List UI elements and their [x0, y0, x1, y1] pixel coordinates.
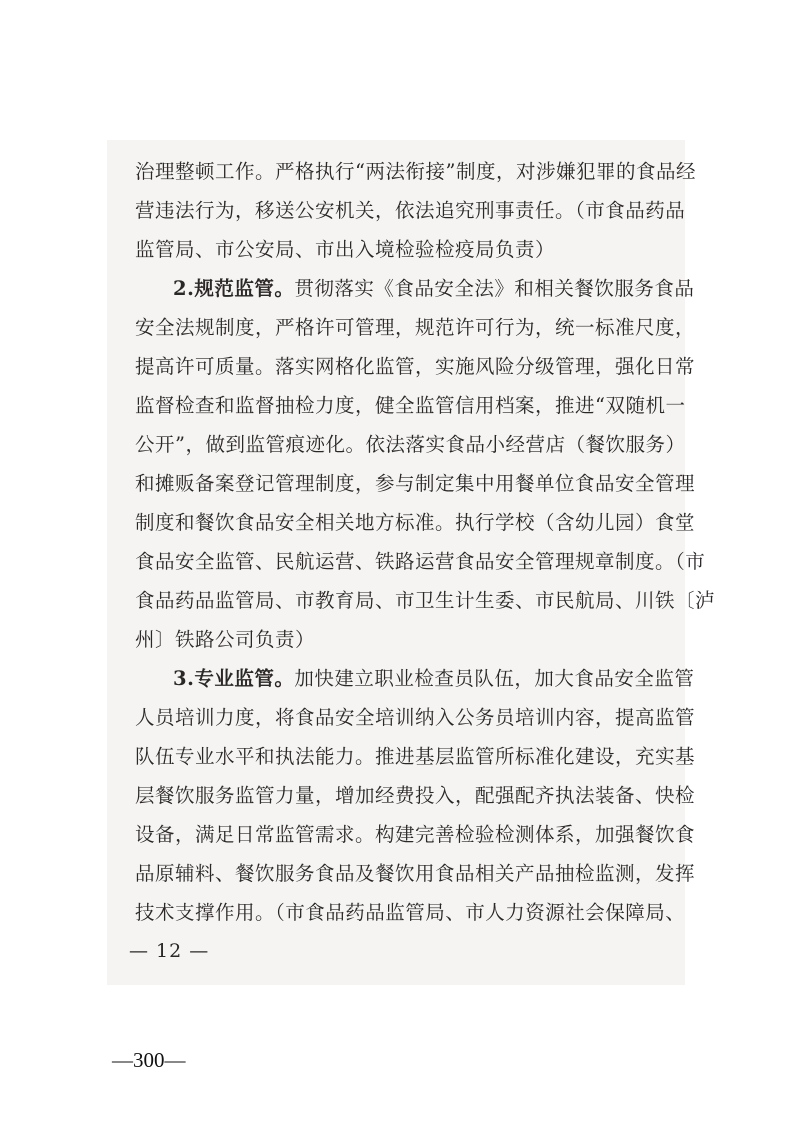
text-line: 监管局、市公安局、市出入境检验检疫局负责）	[135, 238, 556, 261]
text-line: 品原辅料、餐饮服务食品及餐饮用食品相关产品抽检监测，发挥	[135, 862, 696, 885]
text-line: 监督检查和监督抽检力度，健全监管信用档案，推进“双随机一	[135, 394, 686, 417]
page-number: — 12 —	[129, 940, 210, 962]
text-line: 安全法规制度，严格许可管理，规范许可行为，统一标准尺度，	[135, 316, 696, 339]
text-line: 食品安全监管、民航运营、铁路运营食品安全管理规章制度。（市	[135, 550, 706, 573]
scanned-page	[107, 140, 716, 985]
text-line: 层餐饮服务监管力量，增加经费投入，配强配齐执法装备、快检	[135, 784, 696, 807]
text-line: 州〕铁路公司负责）	[135, 628, 316, 651]
text-line: 设备，满足日常监管需求。构建完善检验检测体系，加强餐饮食	[135, 823, 696, 846]
text-line: 提高许可质量。落实网格化监管，实施风险分级管理，强化日常	[135, 355, 696, 378]
text-line: 营违法行为，移送公安机关，依法追究刑事责任。（市食品药品	[135, 199, 686, 222]
text-line: 人员培训力度，将食品安全培训纳入公务员培训内容，提高监管	[135, 706, 696, 729]
text-line: 制度和餐饮食品安全相关地方标准。执行学校（含幼儿园）食堂	[135, 511, 696, 534]
section-heading: 2.规范监管。	[173, 277, 295, 300]
text-line: 3.专业监管。加快建立职业检查员队伍，加大食品安全监管	[173, 667, 695, 690]
text-line: 2.规范监管。贯彻落实《食品安全法》和相关餐饮服务食品	[173, 277, 695, 300]
outer-page-number: —300—	[112, 1048, 186, 1072]
section-heading: 3.专业监管。	[173, 667, 295, 690]
text-line: 公开”，做到监管痕迹化。依法落实食品小经营店（餐饮服务）	[135, 433, 686, 456]
text-line: 队伍专业水平和执法能力。推进基层监管所标准化建设，充实基	[135, 745, 696, 768]
text-line: 食品药品监管局、市教育局、市卫生计生委、市民航局、川铁〔泸	[135, 589, 716, 612]
text-line: 技术支撑作用。（市食品药品监管局、市人力资源社会保障局、	[135, 901, 686, 924]
text-line: 和摊贩备案登记管理制度，参与制定集中用餐单位食品安全管理	[135, 472, 696, 495]
text-line: 治理整顿工作。严格执行“两法衔接”制度，对涉嫌犯罪的食品经	[135, 160, 696, 183]
